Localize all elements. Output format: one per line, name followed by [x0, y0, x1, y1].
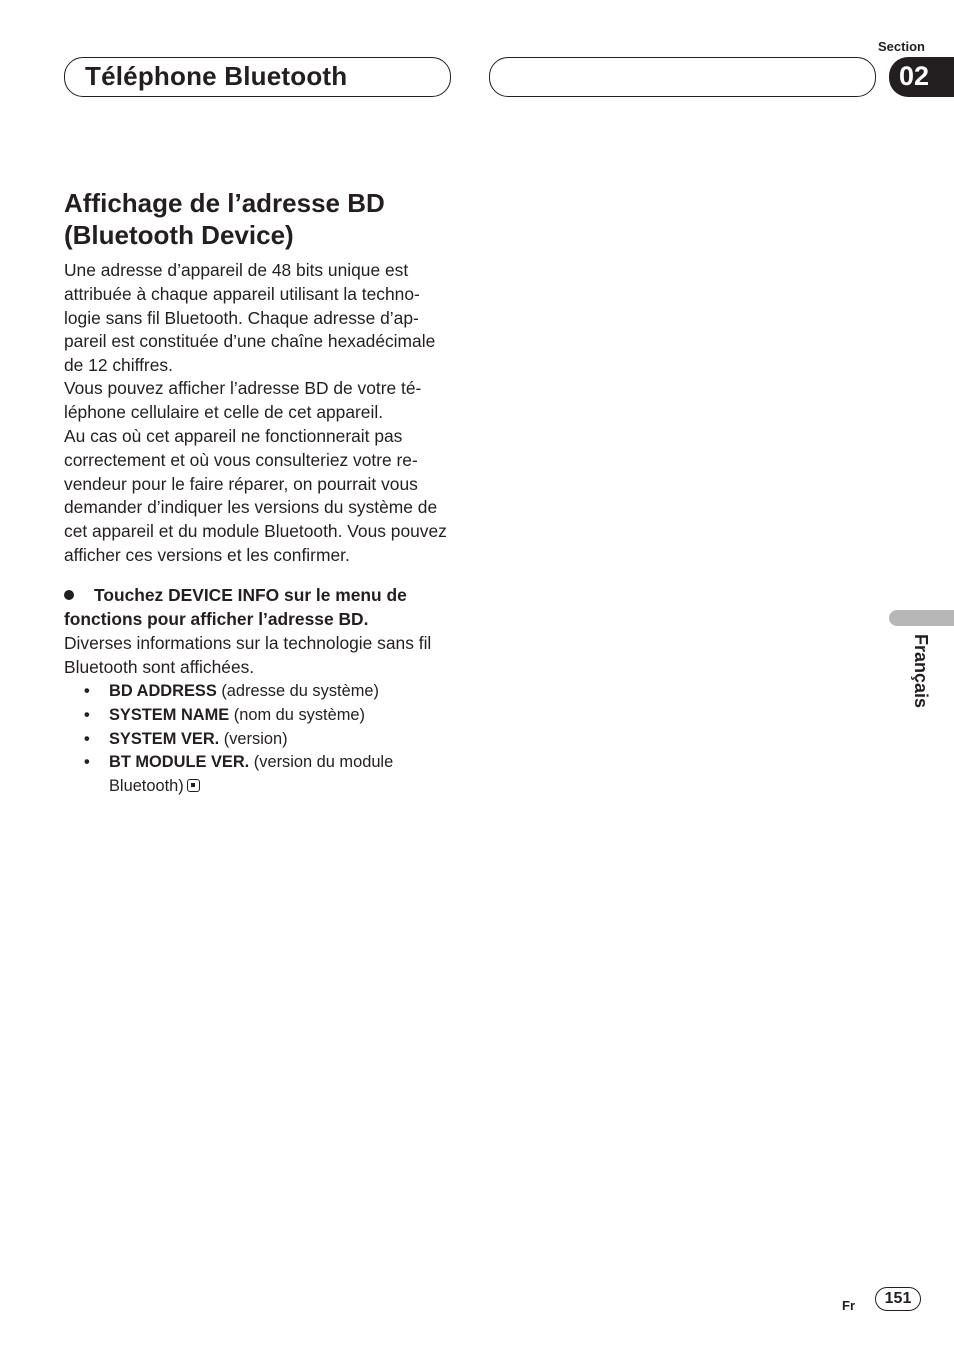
info-list — [84, 680, 424, 799]
end-mark-icon — [187, 779, 200, 792]
footer-language-code: Fr — [842, 1298, 855, 1313]
item-desc: (adresse du système) — [221, 682, 379, 700]
section-number: 02 — [899, 61, 930, 91]
item-term: SYSTEM NAME — [109, 705, 230, 724]
list-item — [84, 680, 424, 704]
language-tab — [889, 610, 954, 626]
list-item — [84, 728, 424, 752]
item-term: SYSTEM VER. — [109, 729, 220, 748]
item-term: BD ADDRESS — [109, 682, 217, 700]
section-label: Section — [878, 39, 925, 54]
header-title: Téléphone Bluetooth — [85, 61, 348, 91]
header-empty-box — [489, 57, 876, 97]
paragraph-display: Vous pouvez afficher l’adresse BD de votre té-léphone cellulaire et celle de cet appareil. — [64, 378, 422, 422]
paragraph-intro: Une adresse d’appareil de 48 bits unique est attribuée à chaque appareil utilisant la techno-logie sans fil Bluetooth. Chaque adresse d’ap-pareil est constituée d’une chaîne hexadécimale de 12 chiffres. — [64, 260, 436, 376]
language-label: Français — [911, 634, 931, 709]
bullet-dot-icon — [64, 590, 74, 600]
item-desc: (version du module Bluetooth) — [109, 753, 394, 796]
page-number: 151 — [875, 1287, 921, 1311]
item-desc: (version) — [223, 729, 288, 748]
item-desc: (nom du système) — [233, 705, 365, 724]
page-heading: Affichage de l’adresse BD (Bluetooth Device) — [64, 188, 385, 250]
list-item — [84, 704, 424, 728]
paragraph-versions: Au cas où cet appareil ne fonctionnerait pas correctement et où vous consulteriez votre re-vendeur pour le faire réparer, on pourrait vous demander d’indiquer les versions du système de cet appareil et du module Bluetooth. Vous pouvez afficher ces versions et les confirmer. — [64, 426, 447, 565]
item-term: BT MODULE VER. — [109, 753, 250, 772]
instruction-text: Touchez DEVICE INFO sur le menu de fonctions pour afficher l’adresse BD. — [64, 585, 407, 629]
instruction-step — [64, 583, 444, 631]
instruction-note: Diverses informations sur la technologie sans fil Bluetooth sont affichées. — [64, 633, 432, 677]
header-title-box — [64, 57, 451, 97]
section-badge — [889, 57, 954, 97]
list-item — [84, 751, 424, 799]
